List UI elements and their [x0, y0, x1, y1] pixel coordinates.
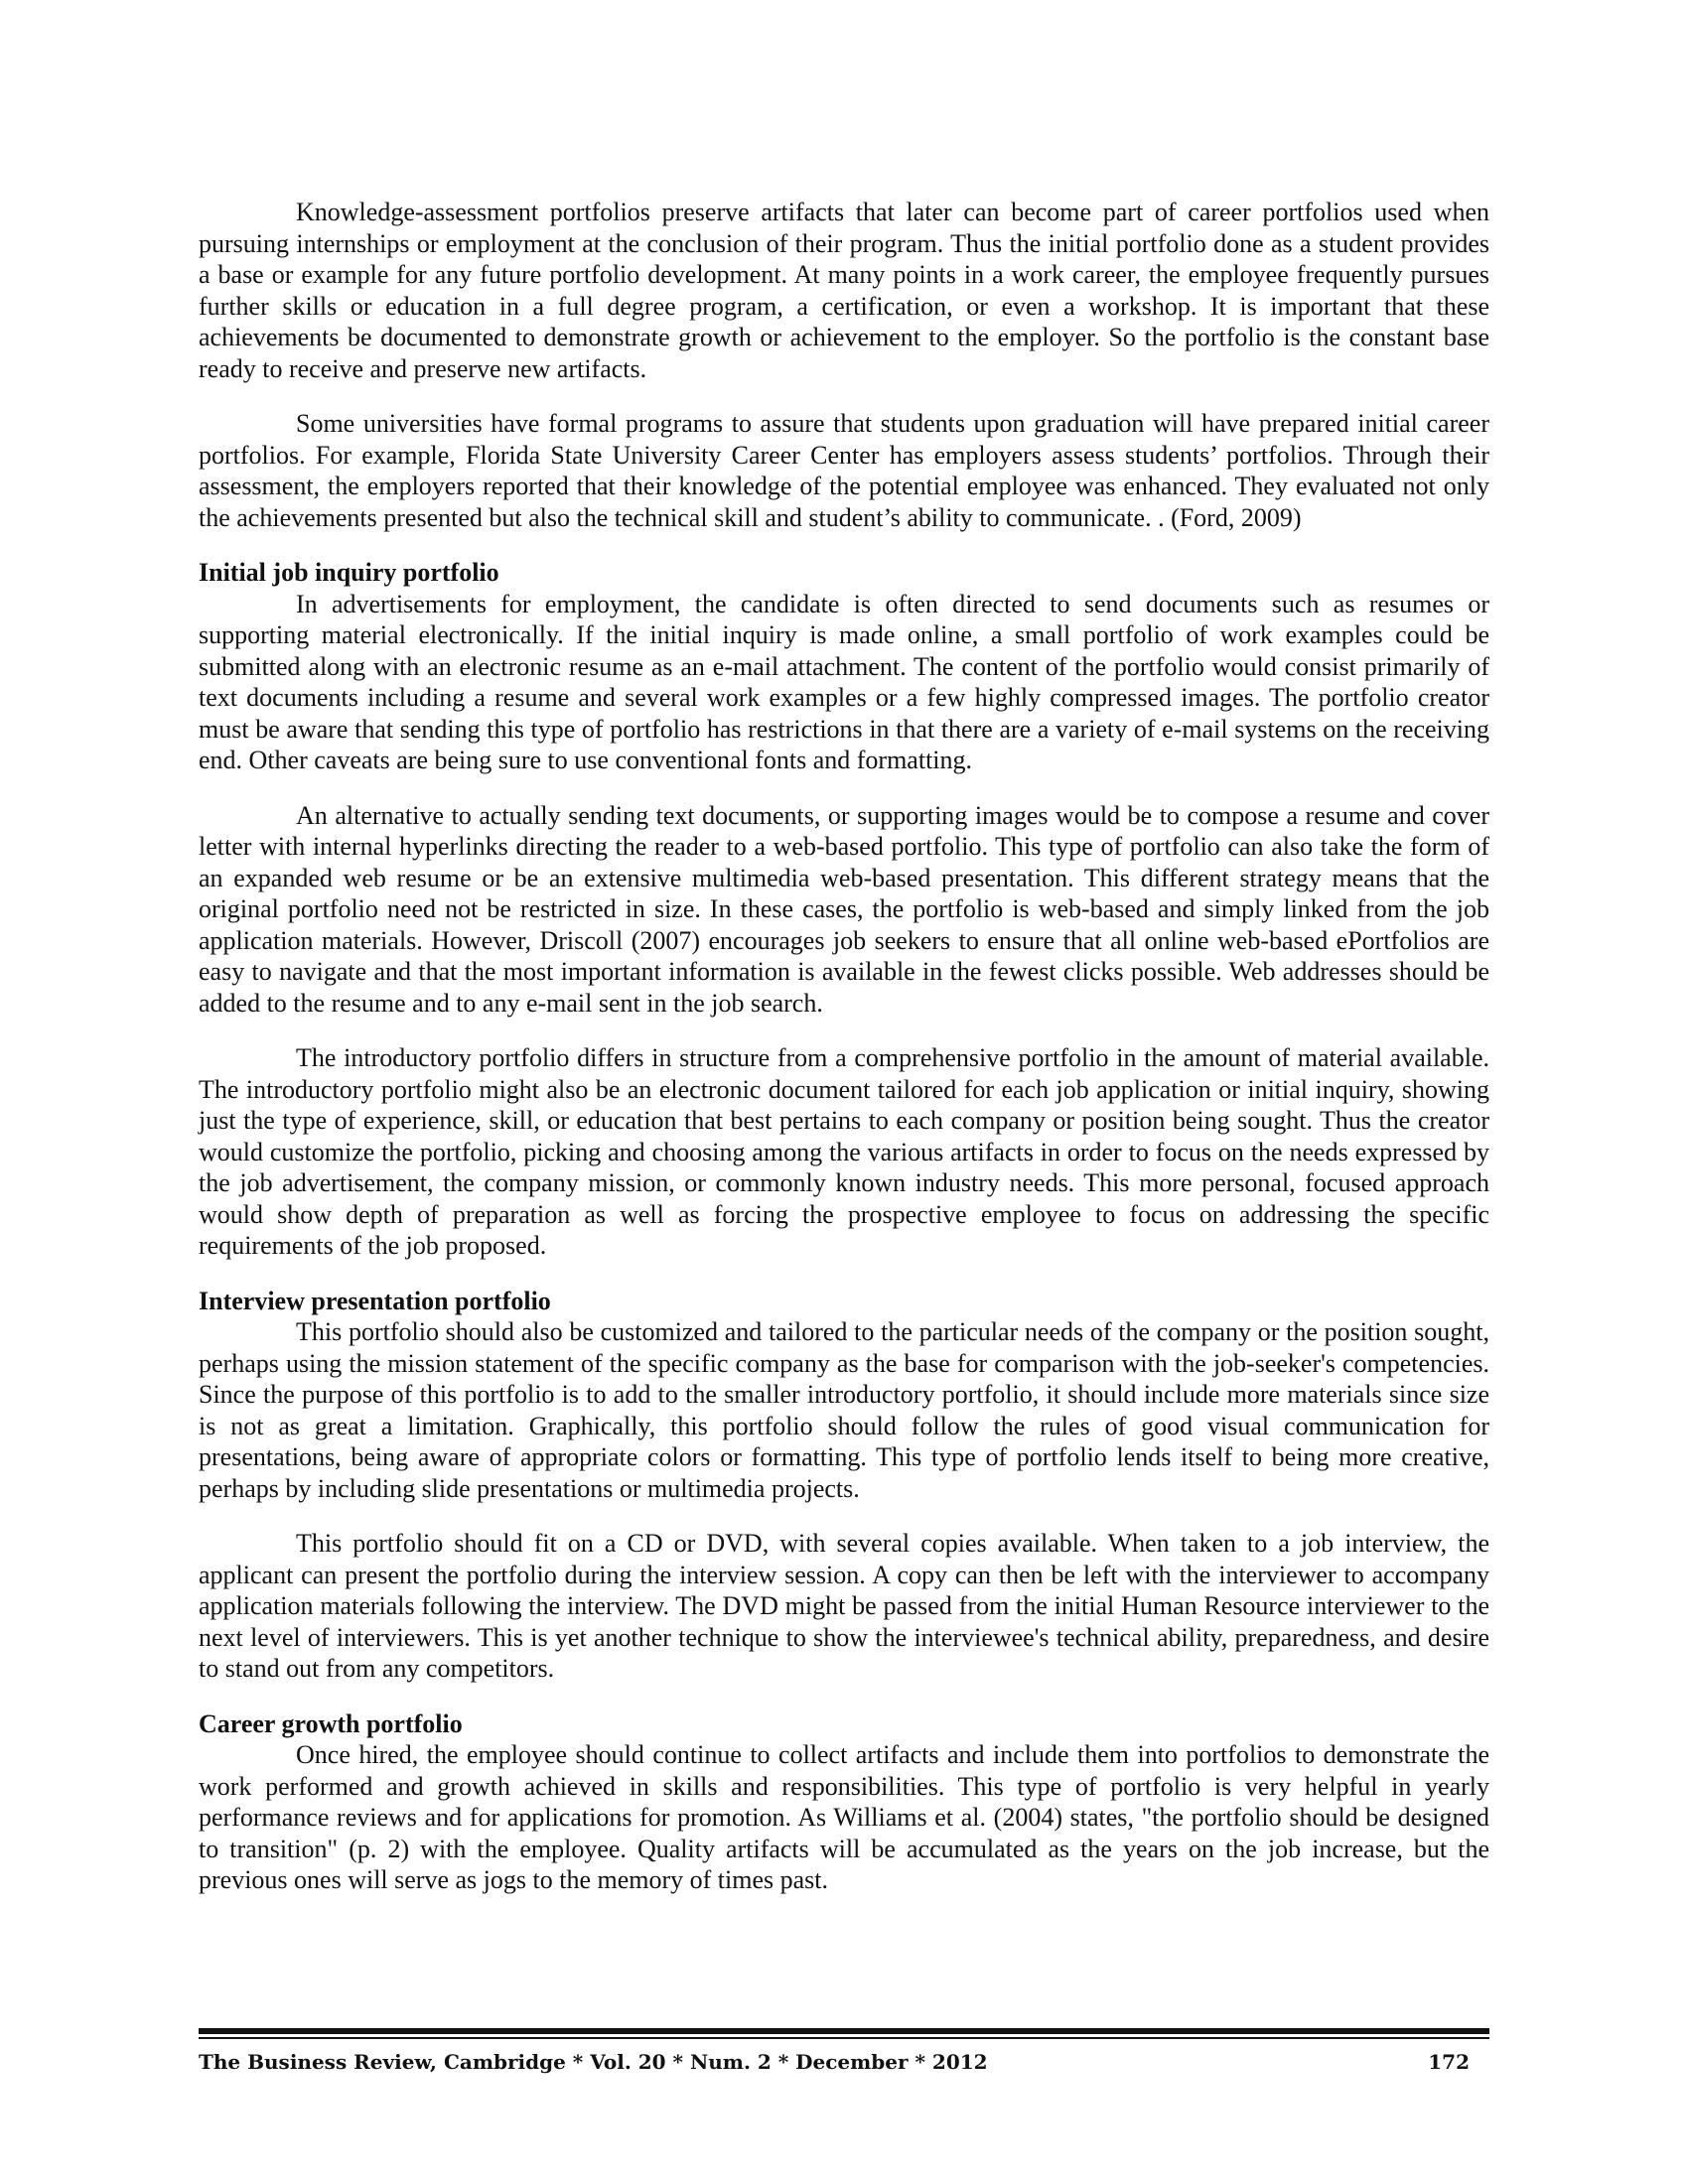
- page-number: 172: [1428, 2050, 1470, 2074]
- article-body: [199, 197, 1489, 1920]
- paragraph-knowledge-assessment: Knowledge-assessment portfolios preserve artifacts that later can become part of career portfolios used when pursuing internships or employment at the conclusion of their program. Thus the initial portfolio done as a student provides a base or example for any future portfolio development. At many points in a work career, the employee frequently pursues further skills or education in a full degree program, a certification, or even a workshop. It is important that these achievements be documented to demonstrate growth or achievement to the employer. So the portfolio is the constant base ready to receive and preserve new artifacts.: [199, 198, 1489, 383]
- footer-rule: [199, 2028, 1489, 2039]
- paragraph-initial-inquiry: In advertisements for employment, the candidate is often directed to send documents such as resumes or supporting material electronically. If the initial inquiry is made online, a small portfolio of work examples could be submitted along with an electronic resume as an e-mail attachment. The content of the portfolio would consist primarily of text documents including a resume and several work examples or a few highly compressed images. The portfolio creator must be aware that sending this type of portfolio has restrictions in that there are a variety of e-mail systems on the receiving end. Other caveats are being sure to use conventional fonts and formatting.: [199, 589, 1489, 774]
- paragraph-web-based-alternative: An alternative to actually sending text documents, or supporting images would be to compose a resume and cover letter with internal hyperlinks directing the reader to a web-based portfolio. This type of portfolio can also take the form of an expanded web resume or be an extensive multimedia web-based presentation. This different strategy means that the original portfolio need not be restricted in size. In these cases, the portfolio is web-based and simply linked from the job application materials. However, Driscoll (2007) encourages job seekers to ensure that all online web-based ePortfolios are easy to navigate and that the most important information is available in the fewest clicks possible. Web addresses should be added to the resume and to any e-mail sent in the job search.: [199, 800, 1489, 1018]
- footer-journal-citation: The Business Review, Cambridge * Vol. 20 * Num. 2 * December * 2012: [199, 2050, 988, 2074]
- paragraph-career-growth: Once hired, the employee should continue to collect artifacts and include them into portfolios to demonstrate the work performed and growth achieved in skills and responsibilities. This type of portfolio is very helpful in yearly performance reviews and for applications for promotion. As Williams et al. (2004) states, "the portfolio should be designed to transition" (p. 2) with the employee. Quality artifacts will be accumulated as the years on the job increase, but the previous ones will serve as jogs to the memory of times past.: [199, 1740, 1489, 1894]
- heading-interview-presentation: Interview presentation portfolio: [199, 1286, 551, 1315]
- paragraph-cd-dvd: This portfolio should fit on a CD or DVD, with several copies available. When taken to a job interview, the applicant can present the portfolio during the interview session. A copy can then be left with the interviewer to accompany application materials following the interview. The DVD might be passed from the initial Human Resource interviewer to the next level of interviewers. This is yet another technique to show the interviewee's technical ability, preparedness, and desire to stand out from any competitors.: [199, 1529, 1489, 1683]
- heading-career-growth: Career growth portfolio: [199, 1708, 463, 1738]
- paragraph-interview-customized: This portfolio should also be customized and tailored to the particular needs of the company or the position sought, perhaps using the mission statement of the specific company as the base for comparison with the job-seeker's competencies. Since the purpose of this portfolio is to add to the smaller introductory portfolio, it should include more materials since size is not as great a limitation. Graphically, this portfolio should follow the rules of good visual communication for presentations, being aware of appropriate colors or formatting. This type of portfolio lends itself to being more creative, perhaps by including slide presentations or multimedia projects.: [199, 1317, 1489, 1503]
- paragraph-introductory-portfolio: The introductory portfolio differs in structure from a comprehensive portfolio in the amount of material available. The introductory portfolio might also be an electronic document tailored for each job application or initial inquiry, showing just the type of experience, skill, or education that best pertains to each company or position being sought. Thus the creator would customize the portfolio, picking and choosing among the various artifacts in order to focus on the needs expressed by the job advertisement, the company mission, or commonly known industry needs. This more personal, focused approach would show depth of preparation as well as forcing the prospective employee to focus on addressing the specific requirements of the job proposed.: [199, 1043, 1489, 1260]
- paragraph-university-programs: Some universities have formal programs to assure that students upon graduation will have prepared initial career portfolios. For example, Florida State University Career Center has employers assess students’ portfolios. Through their assessment, the employers reported that their knowledge of the potential employee was enhanced. They evaluated not only the achievements presented but also the technical skill and student’s ability to communicate. . (Ford, 2009): [199, 409, 1489, 532]
- heading-initial-job-inquiry: Initial job inquiry portfolio: [199, 558, 499, 587]
